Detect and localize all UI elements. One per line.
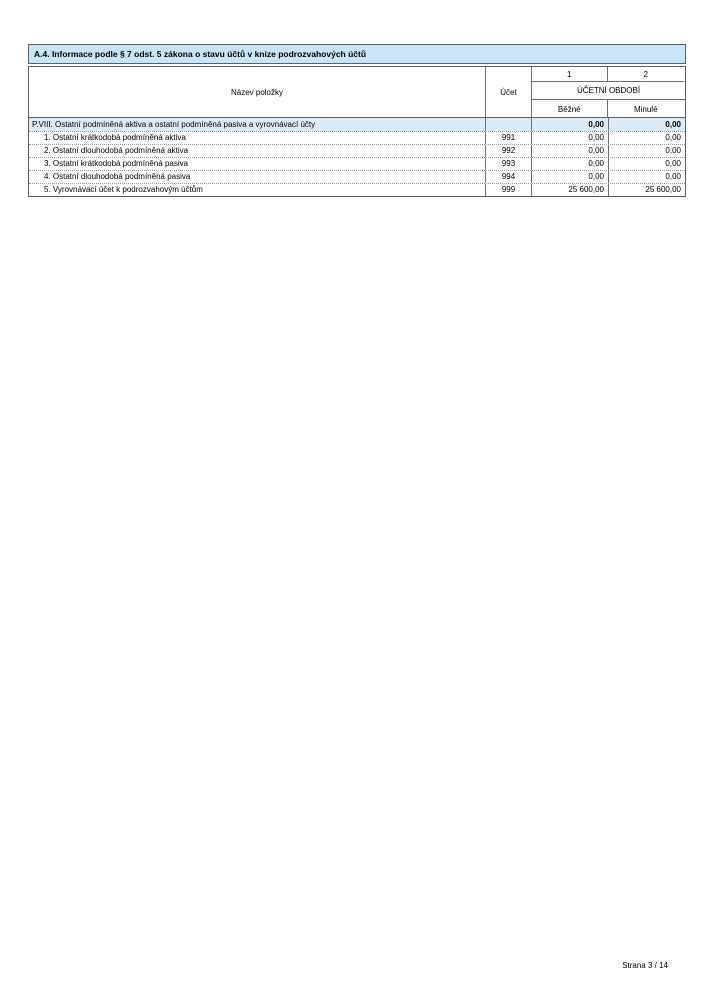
row-account-number: 994 (486, 171, 532, 183)
page-number: Strana 3 / 14 (622, 961, 668, 970)
header-previous-period: Minulé (633, 104, 658, 114)
row-account-number: 992 (486, 145, 532, 157)
header-current-period: Běžné (532, 100, 608, 118)
row-previous-value: 0,00 (665, 119, 681, 129)
row-previous-value: 0,00 (665, 172, 681, 181)
table-row (29, 170, 685, 183)
row-previous-value: 0,00 (665, 133, 681, 142)
row-current-value: 0,00 (532, 171, 609, 183)
accounts-table (28, 66, 686, 197)
row-current-value: 0,00 (532, 158, 609, 170)
section-title: A.4. Informace podle § 7 odst. 5 zákona o stavu účtů v knize podrozvahových účtů (34, 49, 367, 59)
row-account-number (486, 118, 532, 131)
row-previous-value: 25 600,00 (645, 185, 681, 194)
row-item-name: P.VIII. Ostatní podmíněná aktiva a ostatní podmíněná pasiva a vyrovnávací účty (29, 118, 486, 131)
header-name-column: Název položky (29, 67, 486, 117)
row-account-number: 999 (486, 184, 532, 196)
row-previous-value: 0,00 (665, 159, 681, 168)
section-title-bar (28, 44, 686, 64)
table-row (29, 183, 685, 196)
header-column-number-2: 2 (608, 67, 685, 82)
row-account-number: 993 (486, 158, 532, 170)
table-body (29, 118, 685, 196)
row-item-name: 3. Ostatní krátkodobá podmíněná pasiva (29, 158, 486, 170)
row-item-name: 5. Vyrovnávací účet k podrozvahovým účtům (29, 184, 486, 196)
row-current-value: 0,00 (532, 132, 609, 144)
header-accounting-period: ÚČETNÍ OBDOBÍ (532, 82, 685, 100)
row-item-name: 2. Ostatní dlouhodobá podmíněná aktiva (29, 145, 486, 157)
row-current-value: 0,00 (532, 118, 609, 131)
table-header (29, 67, 685, 118)
row-current-value: 0,00 (532, 145, 609, 157)
row-account-number: 991 (486, 132, 532, 144)
row-item-name: 4. Ostatní dlouhodobá podmíněná pasiva (29, 171, 486, 183)
table-row (29, 131, 685, 144)
header-account-column: Účet (486, 67, 532, 117)
row-previous-value: 0,00 (665, 146, 681, 155)
row-current-value: 25 600,00 (532, 184, 609, 196)
row-item-name: 1. Ostatní krátkodobá podmíněná aktiva (29, 132, 486, 144)
header-column-number-1: 1 (532, 67, 608, 82)
header-period-group (532, 67, 685, 117)
table-row (29, 157, 685, 170)
table-row (29, 144, 685, 157)
table-row-summary (29, 118, 685, 131)
